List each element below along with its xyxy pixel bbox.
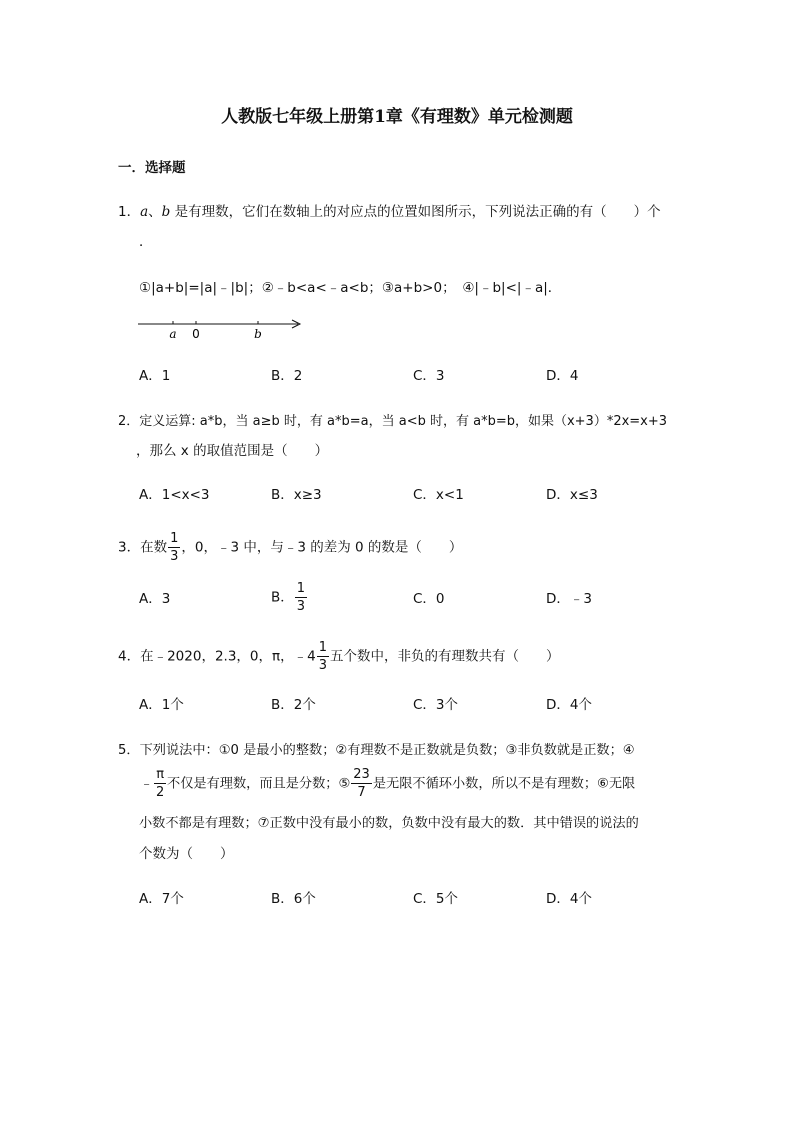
axis-label-zero: 0	[192, 327, 200, 341]
minus-sign: ﹣	[140, 776, 154, 792]
question-text: 是无限不循环小数，所以不是有理数；⑥无限	[372, 776, 636, 792]
q4-option-b: B．2个	[271, 697, 316, 713]
q1-option-c: C．3	[413, 368, 445, 384]
fraction-23-over-7: $\frac{23}{7}$	[353, 767, 370, 800]
q1-option-b: B．2	[271, 368, 303, 384]
question-number: 3．	[118, 539, 141, 556]
question-text: 是有理数，它们在数轴上的对应点的位置如图所示，下列说法正确的有（ ）个	[170, 204, 661, 220]
fraction-one-third: $\frac{1}{3}$	[170, 531, 179, 564]
page-title: 人教版七年级上册第1章《有理数》单元检测题	[221, 107, 573, 127]
question-text-pre: 在数	[140, 539, 168, 556]
q4-option-a: A．1个	[139, 697, 184, 713]
fraction-pi-over-2: $\frac{\pi}{2}$	[155, 767, 165, 800]
question-number: 4．	[118, 648, 141, 665]
q2-option-a: A．1<x<3	[139, 487, 210, 503]
fraction-one-third: $\frac{1}{3}$	[318, 640, 328, 673]
fraction-one-third: $\frac{1}{3}$	[296, 581, 306, 614]
question-1-line-2: ．	[139, 234, 153, 250]
separator: 、	[148, 204, 162, 220]
q2-option-c: C．x<1	[413, 487, 464, 503]
question-5-line-1	[118, 744, 635, 757]
question-3-line	[118, 532, 462, 563]
number-line-figure	[136, 312, 306, 342]
q1-option-a: A．1	[139, 368, 171, 384]
question-number: 2．	[118, 414, 140, 429]
q4-option-c: C．3个	[413, 697, 459, 713]
axis-label-b: b	[254, 327, 262, 341]
question-number: 1．	[118, 204, 141, 220]
question-5-line-2	[140, 768, 635, 799]
q4-option-d: D．4个	[546, 697, 592, 713]
question-1-line-1	[118, 206, 661, 220]
q3-option-b: B． $\frac{1}{3}$	[271, 581, 306, 614]
question-2-line-2: ，那么 x 的取值范围是（ ）	[136, 443, 329, 459]
var-b: b	[161, 204, 171, 220]
q2-option-b: B．x≥3	[271, 487, 322, 503]
question-text-pre: 在﹣2020，2.3，0，π，﹣4	[140, 648, 316, 665]
question-5-line-4: 个数为（ ）	[139, 846, 234, 862]
q5-option-a: A．7个	[139, 891, 184, 907]
q3-option-c: C．0	[413, 591, 445, 607]
question-2-line-1	[118, 415, 667, 428]
q5-option-c: C．5个	[413, 891, 459, 907]
q5-option-d: D．4个	[546, 891, 592, 907]
section-heading: 一．选择题	[118, 160, 186, 176]
question-1-statements: ①|a+b|=|a|﹣|b|；②﹣b<a<﹣a<b；③a+b>0； ④|﹣b|<|﹣a|．	[139, 280, 562, 296]
q3-option-d: D．﹣3	[546, 591, 592, 607]
var-a: a	[140, 204, 149, 220]
axis-label-a: a	[169, 327, 177, 341]
question-text: 不仅是有理数，而且是分数；⑤	[167, 776, 351, 792]
q3-option-a: A．3	[139, 591, 171, 607]
question-text: 定义运算: a*b，当 a≥b 时，有 a*b=a，当 a<b 时，有 a*b=b，如果（x+3）*2x=x+3	[139, 414, 668, 429]
question-5-line-3: 小数不都是有理数；⑦正数中没有最小的数，负数中没有最大的数．其中错误的说法的	[139, 816, 639, 831]
q5-option-b: B．6个	[271, 891, 316, 907]
question-text: 下列说法中：①0 是最小的整数；②有理数不是正数就是负数；③非负数就是正数；④	[139, 743, 635, 758]
q1-option-d: D．4	[546, 368, 579, 384]
q2-option-d: D．x≤3	[546, 487, 598, 503]
question-number: 5．	[118, 743, 140, 758]
question-text-post: 五个数中，非负的有理数共有（ ）	[330, 648, 560, 665]
question-text-post: ，0，﹣3 中，与﹣3 的差为 0 的数是（ ）	[181, 539, 463, 556]
question-4-line	[118, 641, 560, 672]
